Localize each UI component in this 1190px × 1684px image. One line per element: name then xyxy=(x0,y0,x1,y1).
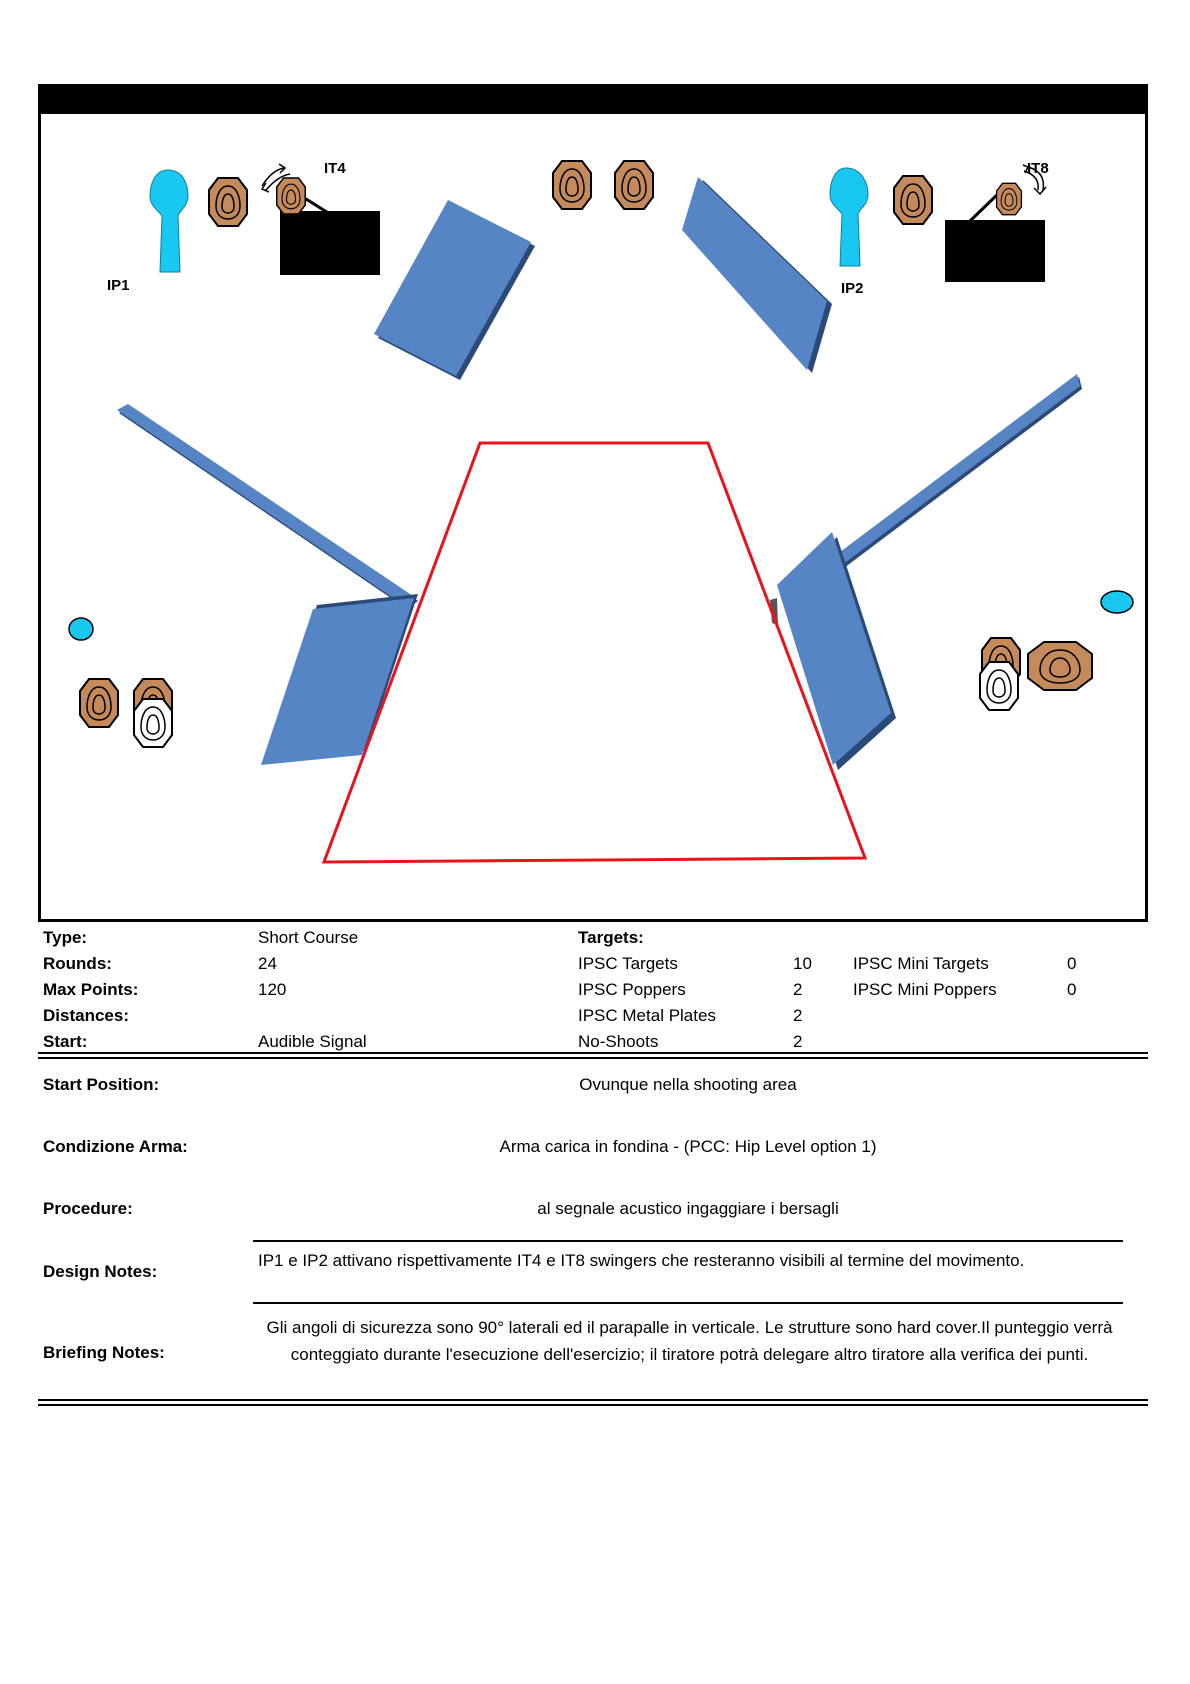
target-bottom-right-wide xyxy=(1028,642,1092,690)
target-count: 2 xyxy=(793,1006,803,1025)
wall-right-long xyxy=(832,374,1082,571)
metal-plate-right xyxy=(1101,591,1133,613)
mini-target-name: IPSC Mini Poppers xyxy=(853,980,997,999)
targets-label: Targets: xyxy=(578,928,644,947)
target-count: 2 xyxy=(793,1032,803,1051)
target-name: IPSC Metal Plates xyxy=(578,1006,716,1025)
start-value: Audible Signal xyxy=(258,1032,367,1051)
start-position-value: Ovunque nella shooting area xyxy=(579,1075,797,1094)
target-bottom-left-1 xyxy=(80,679,118,727)
wall-bottom-left xyxy=(261,594,418,765)
mini-target-name: IPSC Mini Targets xyxy=(853,954,989,973)
label-ip2: IP2 xyxy=(841,280,864,297)
target-count: 2 xyxy=(793,980,803,999)
target-top-left xyxy=(209,178,247,226)
wall-left-long xyxy=(117,404,418,609)
condizione-value: Arma carica in fondina - (PCC: Hip Level option 1) xyxy=(499,1137,877,1156)
procedure-value: al segnale acustico ingaggiare i bersagli xyxy=(537,1199,839,1218)
start-position-label: Start Position: xyxy=(43,1075,160,1094)
mini-target-count: 0 xyxy=(1067,980,1077,999)
divider xyxy=(253,1240,1123,1242)
divider xyxy=(253,1302,1123,1304)
type-value: Short Course xyxy=(258,928,359,947)
rounds-label: Rounds: xyxy=(43,954,112,973)
label-ip1: IP1 xyxy=(107,277,130,294)
design-notes-label: Design Notes: xyxy=(43,1262,158,1281)
target-top-center-1 xyxy=(553,161,591,209)
swinger-cover-it8 xyxy=(945,220,1045,282)
max-points-label: Max Points: xyxy=(43,980,139,999)
swinger-it4 xyxy=(277,178,306,214)
design-notes-value: IP1 e IP2 attivano rispettivamente IT4 e IT8 swingers che resteranno visibili al termine del movimento. xyxy=(258,1251,1025,1270)
swinger-it8 xyxy=(997,183,1022,214)
popper-ip1 xyxy=(150,170,188,272)
max-points-value: 120 xyxy=(258,980,287,999)
shooting-area xyxy=(324,443,865,862)
start-label: Start: xyxy=(43,1032,88,1051)
divider xyxy=(38,1052,1148,1054)
briefing-notes-value: Gli angoli di sicurezza sono 90° laterali ed il parapalle in verticale. Le strutture sono hard cover.Il punteggio verrà conteggiato durante l'esecuzione dell'esercizio; il tiratore potrà delegare altro tiratore alla verifica dei punti. xyxy=(266,1318,1113,1364)
wall-top-right xyxy=(682,177,832,373)
metal-plate-left xyxy=(69,618,93,640)
target-top-center-2 xyxy=(615,161,653,209)
target-name: IPSC Poppers xyxy=(578,980,686,999)
swinger-cover-it4 xyxy=(280,211,380,275)
no-shoot-left xyxy=(134,699,172,747)
distances-label: Distances: xyxy=(43,1006,129,1025)
divider xyxy=(38,1404,1148,1406)
popper-ip2 xyxy=(830,168,868,266)
procedure-label: Procedure: xyxy=(43,1199,133,1218)
wall-top-left xyxy=(374,200,535,380)
label-it4: IT4 xyxy=(324,160,346,177)
no-shoot-right xyxy=(980,662,1018,710)
type-label: Type: xyxy=(43,928,88,947)
divider xyxy=(38,1399,1148,1401)
condizione-label: Condizione Arma: xyxy=(43,1137,188,1156)
target-top-right xyxy=(894,176,932,224)
target-name: No-Shoots xyxy=(578,1032,659,1051)
wall-bottom-right xyxy=(777,532,896,770)
label-it8: IT8 xyxy=(1027,160,1049,177)
briefing-notes-label: Briefing Notes: xyxy=(43,1343,165,1362)
target-name: IPSC Targets xyxy=(578,954,678,973)
mini-target-count: 0 xyxy=(1067,954,1077,973)
divider xyxy=(38,1057,1148,1059)
target-count: 10 xyxy=(793,954,812,973)
rounds-value: 24 xyxy=(258,954,277,973)
